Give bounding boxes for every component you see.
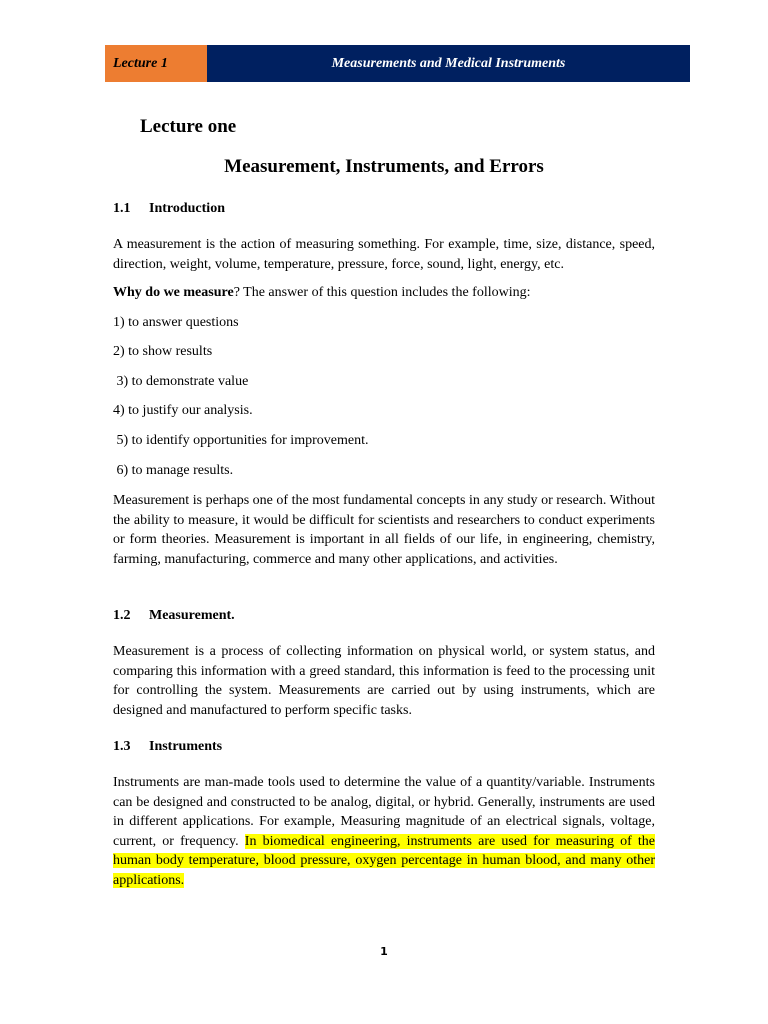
lecture-title: Lecture one <box>140 116 237 137</box>
lecture-label: Lecture 1 <box>105 45 207 82</box>
list-item: 5) to identify opportunities for improvement. <box>113 433 369 448</box>
measurement-paragraph: Measurement is a process of collecting information on physical world, or system status, and comparing this information with a greed standard, this information is feed to the processing unit for controlling the system. Measurements are carried out by using instruments, which are designed and manufactured to perform specific tasks. <box>113 644 655 718</box>
section-heading-1-3 <box>113 739 222 755</box>
section-number: 1.3 <box>113 739 131 754</box>
section-title: Introduction <box>149 201 225 216</box>
section-title: Instruments <box>149 739 223 754</box>
course-title: Measurements and Medical Instruments <box>207 45 690 82</box>
page-header <box>105 45 690 82</box>
intro-paragraph: A measurement is the action of measuring something. For example, time, size, distance, speed, direction, weight, volume, temperature, pressure, force, sound, light, energy, etc. <box>113 237 655 272</box>
section-heading-1-2 <box>113 608 235 624</box>
why-measure-bold: Why do we measure <box>113 285 234 300</box>
list-item: 4) to justify our analysis. <box>113 403 253 418</box>
importance-paragraph: Measurement is perhaps one of the most fundamental concepts in any study or research. Without the ability to measure, it would be difficult for scientists and researchers to conduct experiments or form theories. Measurement is important in all fields of our life, in engineering, chemistry, farming, manufacturing, commerce and many other applications, and activities. <box>113 493 655 567</box>
section-title: Measurement. <box>149 608 235 623</box>
document-title: Measurement, Instruments, and Errors <box>224 156 544 177</box>
list-item: 1) to answer questions <box>113 315 239 330</box>
instruments-text: Instruments are man-made tools used to determine the value of a quantity/variable. Instruments can be designed and constructed to be analog, digital, or hybrid. Generally, instruments are used in different applications. For example, Measuring magnitude of an electrical signals, voltage, current, or frequency. <box>113 775 655 849</box>
list-item: 2) to show results <box>113 344 213 359</box>
list-item: 3) to demonstrate value <box>113 374 249 389</box>
section-number: 1.1 <box>113 201 131 216</box>
section-heading-1-1 <box>113 201 225 217</box>
highlighted-text: In biomedical engineering, instruments are used for measuring of the human body temperature, blood pressure, oxygen percentage in human blood, and many other applications. <box>113 833 655 888</box>
why-measure-line <box>113 285 530 301</box>
instruments-paragraph <box>113 773 655 890</box>
page-number: 1 <box>380 945 388 958</box>
why-measure-rest: ? The answer of this question includes the following: <box>233 285 531 300</box>
list-item: 6) to manage results. <box>113 463 234 478</box>
section-number: 1.2 <box>113 608 131 623</box>
